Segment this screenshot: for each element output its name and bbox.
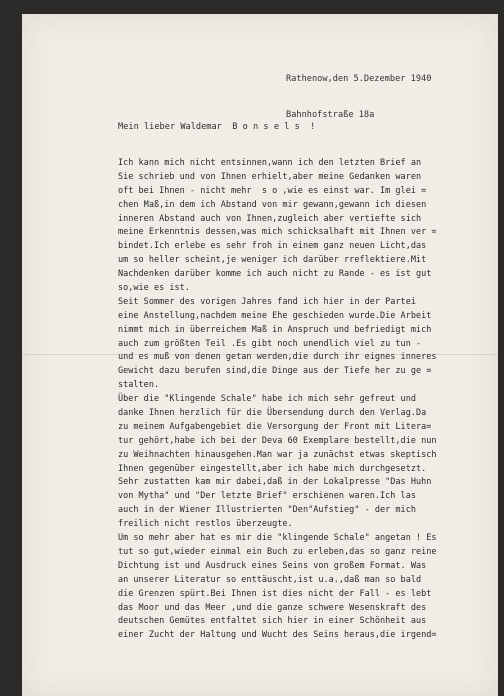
- letter-line: chen Maß,in dem ich Abstand von mir gewann,gewann ich diesen: [118, 199, 427, 210]
- letter-line: zu meinem Aufgabengebiet die Versorgung der Front mit Litera=: [118, 421, 432, 432]
- letter-line: tut so gut,wieder einmal ein Buch zu erleben,das so ganz reine: [118, 546, 437, 557]
- letter-line: so,wie es ist.: [118, 283, 190, 294]
- letter-line: von Mytha" und "Der letzte Brief" erschienen waren.Ich las: [118, 491, 416, 502]
- letter-line: an unserer Literatur so enttäuscht,ist u.a.,daß man so bald: [118, 574, 422, 585]
- letter-line: tur gehört,habe ich bei der Deva 60 Exemplare bestellt,die nun: [118, 435, 437, 446]
- letter-line: zu Weihnachten hinausgehen.Man war ja zunächst etwas skeptisch: [118, 449, 437, 460]
- place-date: Rathenow,den 5.Dezember 1940: [286, 74, 432, 84]
- letter-line: Nachdenken darüber komme ich auch nicht zu Rande - es ist gut: [118, 269, 432, 280]
- letter-line: Gewicht dazu berufen sind,die Dinge aus der Tiefe her zu ge =: [118, 366, 432, 377]
- letter-line: oft bei Ihnen - nicht mehr s o ,wie es einst war. Im glei =: [118, 185, 427, 196]
- letter-line: auch zum größten Teil .Es gibt noch unendlich viel zu tun -: [118, 338, 422, 349]
- letter-line: stalten.: [118, 380, 160, 391]
- letter-line: Ihnen gegenüber eingestellt,aber ich habe mich durchgesetzt.: [118, 463, 427, 474]
- letter-line: freilich nicht restlos überzeugte.: [118, 519, 293, 530]
- letter-line: und es muß von denen getan werden,die durch ihr eignes inneres: [118, 352, 437, 363]
- letter-line: auch in der Wiener Illustrierten "Den"Aufstieg" - der mich: [118, 505, 416, 516]
- letter-page: [22, 14, 498, 696]
- letter-line: Ich kann mich nicht entsinnen,wann ich den letzten Brief an: [118, 158, 422, 168]
- letter-line: Über die "Klingende Schale" habe ich mich sehr gefreut und: [118, 394, 416, 405]
- letter-line: meine Erkenntnis dessen,was mich schicksalhaft mit Ihnen ver =: [118, 227, 437, 238]
- letter-line: eine Anstellung,nachdem meine Ehe geschieden wurde.Die Arbeit: [118, 310, 432, 321]
- letter-line: das Moor und das Meer ,und die ganze schwere Wesenskraft des: [118, 602, 427, 613]
- letter-body: [118, 157, 498, 643]
- letter-line: um so heller scheint,je weniger ich darüber rreflektiere.Mit: [118, 255, 427, 266]
- letter-line: die Grenzen spürt.Bei Ihnen ist dies nicht der Fall - es lebt: [118, 588, 432, 599]
- letter-line: Seit Sommer des vorigen Jahres fand ich hier in der Partei: [118, 296, 416, 307]
- letter-line: bindet.Ich erlebe es sehr froh in einem ganz neuen Licht,das: [118, 241, 427, 252]
- letter-line: deutschen Gemütes entfaltet sich hier in einer Schönheit aus: [118, 616, 427, 627]
- salutation: Mein lieber Waldemar B o n s e l s !: [118, 122, 316, 132]
- letter-line: danke Ihnen herzlich für die Übersendung durch den Verlag.Da: [118, 408, 427, 419]
- letter-line: nimmt mich in überreichem Maß in Anspruch und befriedigt mich: [118, 324, 432, 335]
- sender-address: Bahnhofstraße 18a: [286, 109, 375, 120]
- letter-line: einer Zucht der Haltung und Wucht des Seins heraus,die irgend=: [118, 630, 437, 641]
- letter-line: Um so mehr aber hat es mir die "klingende Schale" angetan ! Es: [118, 533, 437, 544]
- letter-line: inneren Abstand auch von Ihnen,zugleich aber vertiefte sich: [118, 213, 422, 224]
- letter-line: Sehr zustatten kam mir dabei,daß in der Lokalpresse "Das Huhn: [118, 477, 432, 488]
- letter-line: Dichtung ist und Ausdruck eines Seins von großem Format. Was: [118, 560, 427, 571]
- letter-line: Sie schrieb und von Ihnen erhielt,aber meine Gedanken waren: [118, 171, 422, 182]
